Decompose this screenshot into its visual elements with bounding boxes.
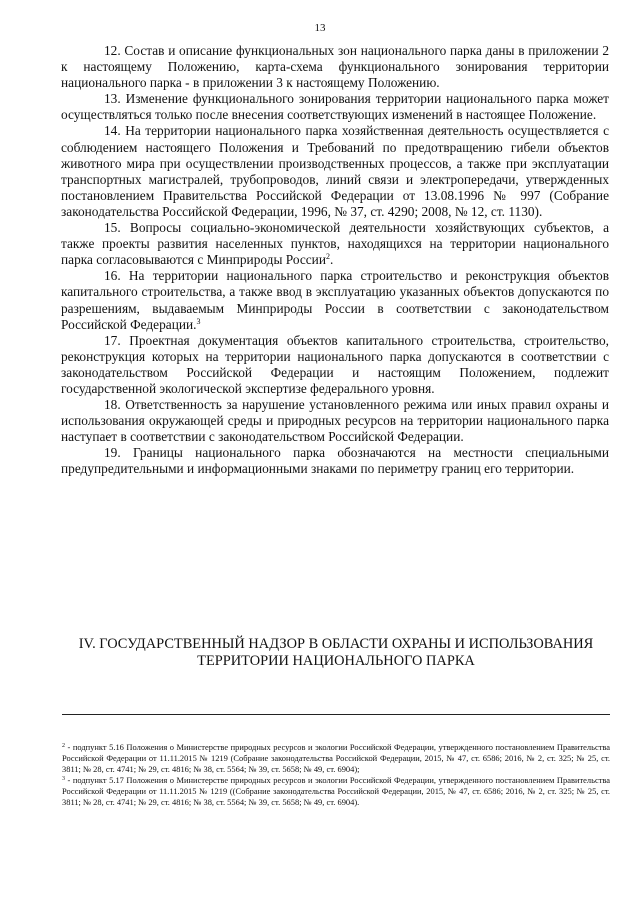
footnote-mark: 3 [62,776,65,783]
footnote-mark: 2 [62,743,65,749]
paragraph-text: 14. На территории национального парка хозяйственная деятельность осуществляется с соблюдением настоящего Положения и Требований по предотвращению гибели объектов животного мира при осуществлении производственных процессов, а также при эксплуатации транспортных магистралей, трубопроводов, линий связи и электропередачи, утвержденных постановлением Правительства Российской Федерации от 13.08.1996 № 997 (Собрание законодательства Российской Федерации, 1996, № 37, ст. 4290; 2008, № 12, ст. 1130). [61,123,609,219]
section-heading: IV. ГОСУДАРСТВЕННЫЙ НАДЗОР В ОБЛАСТИ ОХРАНЫ И ИСПОЛЬЗОВАНИЯ ТЕРРИТОРИИ НАЦИОНАЛЬНОГО ПАРКА [78,636,594,669]
paragraph-text: 17. Проектная документация объектов капитального строительства, строительство, реконструкция которых на территории национального парка допускаются в соответствии с законодательством Российской Федерации и настоящим Положением, подлежит государственной экологической экспертизе федерального уровня. [61,332,609,396]
footnote-divider [62,714,610,715]
paragraph-text: 13. Изменение функционального зонирования территории национального парка может осуществляться только после внесения соответствующих изменений в настоящее Положение. [61,91,609,123]
paragraph-text: 12. Состав и описание функциональных зон национального парка даны в приложении 2 к настоящему Положению, карта-схема функционального зонирования территории национального парка - в приложении 3 к настоящему Положению. [61,43,609,91]
paragraph-tail: . [329,252,334,268]
paragraph-text: 15. Вопросы социально-экономической деятельности хозяйствующих субъектов, а также проекты развития населенных пунктов, находящихся на территории национального парка согласовываются с Минприроды России [61,220,609,268]
footnote-text: - подпункт 5.16 Положения о Министерстве природных ресурсов и экологии Российской Федерации, утвержденного постановлением Правительства Российской Федерации от 11.11.2015 № 1219 (Собрание законодательства Российской Федерации, 2015, № 47, ст. 6586; 2016, № 2, ст. 325; № 25, ст. 3811; № 28, ст. 4741; № 29, ст. 4816; № 38, ст. 5564; № 39, ст. 5658; № 49, ст. 6904); [62,742,610,775]
paragraph-19 [61,445,609,477]
paragraph-12 [61,43,609,91]
paragraph-text: 16. На территории национального парка строительство и реконструкция объектов капитального строительства, а также ввод в эксплуатацию указанных объектов допускаются по разрешениям, выдаваемым Минприроды России в соответствии с законодательством Российской Федерации. [61,268,609,332]
paragraph-text: 18. Ответственность за нарушение установленного режима или иных правил охраны и использования окружающей среды и природных ресурсов на территории национального парка наступает в соответствии с законодательством Российской Федерации. [61,397,609,445]
body-text [61,43,609,478]
footnote-ref-2[interactable]: 2 [325,252,330,262]
paragraph-16 [61,268,609,332]
footnote-text: - подпункт 5.17 Положения о Министерстве природных ресурсов и экологии Российской Федерации, утвержденного постановлением Правительства Российской Федерации от 11.11.2015 № 1219 ((Собрание законодательства Российской Федерации, 2015, № 47, ст. 6586; 2016, № 2, ст. 325; № 25, ст. 3811; № 28, ст. 4741; № 29, ст. 4816; № 38, ст. 5564; № 39, ст. 5658; № 49, ст. 6904). [62,775,610,808]
footnote-ref-3[interactable]: 3 [196,316,201,326]
paragraph-13 [61,91,609,123]
paragraph-18 [61,397,609,445]
paragraph-17 [61,333,609,397]
paragraph-15 [61,220,609,268]
paragraph-14 [61,123,609,220]
footnote-3 [62,775,610,808]
footnote-2 [62,742,610,775]
paragraph-text: 19. Границы национального парка обозначаются на местности специальными предупредительными и информационными знаками по периметру границ его территории. [61,445,609,477]
footnotes [62,742,610,809]
page-number: 13 [314,22,326,34]
